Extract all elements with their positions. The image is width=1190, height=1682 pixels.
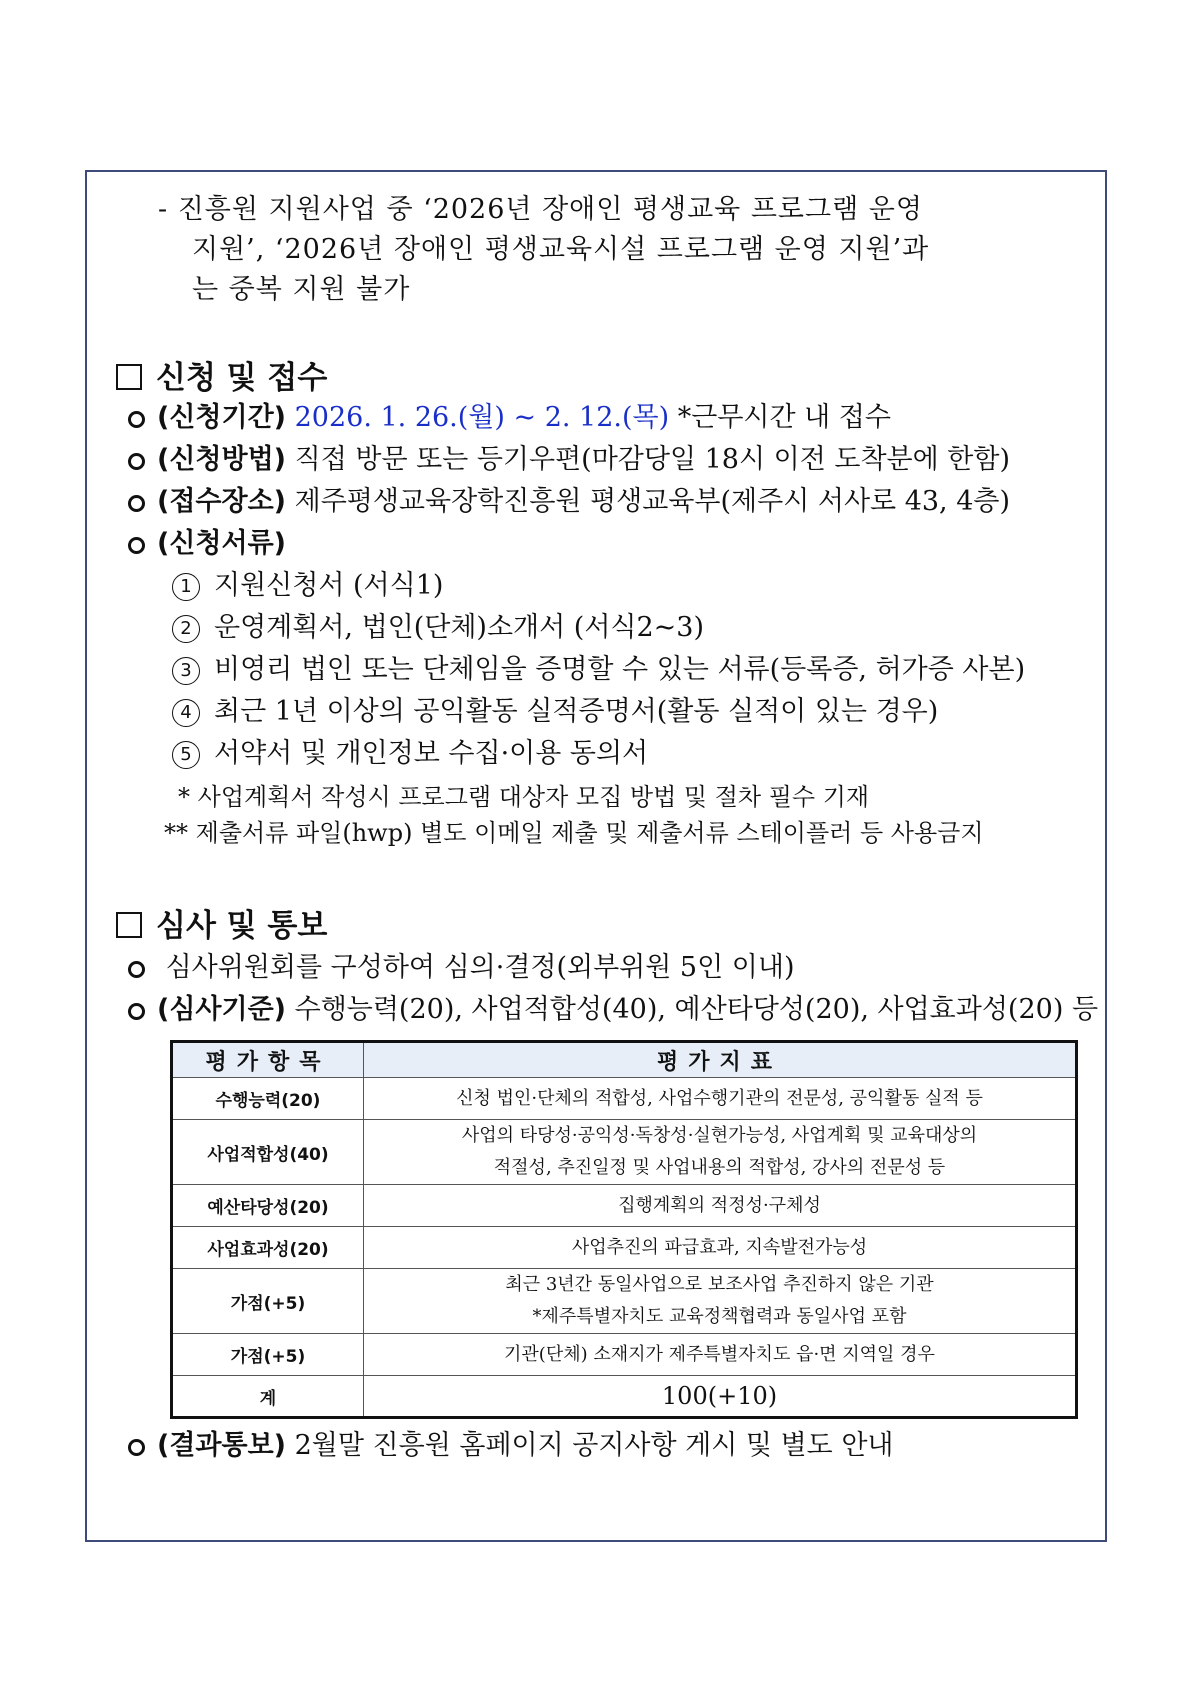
evaluation-table: [170, 1040, 1078, 1419]
result-label: (결과통보): [157, 1430, 287, 1461]
bullet-period: [128, 398, 891, 438]
criteria-value: 수행능력(20), 사업적합성(40), 예산타당성(20), 사업효과성(20) 등: [294, 994, 1099, 1025]
document-item-text: 지원신청서 (서식1): [214, 570, 444, 601]
square-bullet-icon: [116, 912, 142, 938]
place-value: 제주평생교육장학진흥원 평생교육부(제주시 서사로 43, 4층): [294, 486, 1011, 517]
circled-number-3: 3: [172, 657, 200, 685]
row-index: [364, 1269, 1077, 1334]
document-item: [172, 734, 648, 774]
row-index-line: 사업추진의 파급효과, 지속발전가능성: [571, 1236, 868, 1258]
row-index: [364, 1376, 1077, 1418]
document-item-text: 최근 1년 이상의 공익활동 실적증명서(활동 실적이 있는 경우): [214, 696, 939, 727]
row-item: 계: [172, 1376, 364, 1418]
row-index-line: 사업의 타당성·공익성·독창성·실현가능성, 사업계획 및 교육대상의: [461, 1125, 978, 1146]
bullet-method: [128, 440, 1010, 480]
document-item-text: 비영리 법인 또는 단체임을 증명할 수 있는 서류(등록증, 허가증 사본): [214, 654, 1026, 685]
row-index: [364, 1185, 1077, 1227]
period-date: 2026. 1. 26.(월) ~ 2. 12.(목): [294, 402, 670, 433]
documents-label: (신청서류): [157, 528, 287, 559]
row-index-line: 신청 법인·단체의 적합성, 사업수행기관의 전문성, 공익활동 실적 등: [456, 1087, 983, 1109]
row-item: 사업적합성(40): [172, 1120, 364, 1185]
circled-number-5: 5: [172, 741, 200, 769]
circle-bullet-icon: [128, 453, 145, 470]
square-bullet-icon: [116, 364, 142, 390]
method-label: (신청방법): [157, 444, 287, 475]
circle-bullet-icon: [128, 961, 145, 978]
document-item: [172, 608, 704, 648]
header-evaluation-index: 평가지표: [364, 1042, 1077, 1078]
table-row-total: [172, 1376, 1077, 1418]
row-index: [364, 1120, 1077, 1185]
period-label: (신청기간): [157, 402, 287, 433]
committee-text: 심사위원회를 구성하여 심의·결정(외부위원 5인 이내): [165, 952, 795, 983]
row-index: [364, 1227, 1077, 1269]
section-application-heading: [116, 352, 327, 397]
criteria-label: (심사기준): [157, 994, 287, 1025]
place-label: (접수장소): [157, 486, 287, 517]
document-item-text: 운영계획서, 법인(단체)소개서 (서식2~3): [214, 612, 705, 643]
bullet-result: [128, 1426, 894, 1466]
table-row: [172, 1269, 1077, 1334]
table-row: [172, 1120, 1077, 1185]
document-item-text: 서약서 및 개인정보 수집·이용 동의서: [214, 738, 649, 769]
row-item: 사업효과성(20): [172, 1227, 364, 1269]
circled-number-4: 4: [172, 699, 200, 727]
document-item: [172, 566, 443, 606]
row-item: 가점(+5): [172, 1334, 364, 1376]
section-title: 신청 및 접수: [156, 360, 328, 396]
header-evaluation-item: 평가항목: [172, 1042, 364, 1078]
circle-bullet-icon: [128, 495, 145, 512]
table-row: [172, 1227, 1077, 1269]
documents-note-2: ** 제출서류 파일(hwp) 별도 이메일 제출 및 제출서류 스테이플러 등 사용금지: [164, 819, 984, 847]
table-row: [172, 1078, 1077, 1120]
intro-line-2: 지원’, ‘2026년 장애인 평생교육시설 프로그램 운영 지원’과: [192, 234, 930, 265]
intro-line-3: 는 중복 지원 불가: [192, 274, 411, 305]
row-item: 예산타당성(20): [172, 1185, 364, 1227]
row-index-line: 집행계획의 적정성·구체성: [618, 1194, 821, 1216]
circle-bullet-icon: [128, 537, 145, 554]
period-note: *근무시간 내 접수: [677, 402, 891, 433]
row-index: [364, 1334, 1077, 1376]
bullet-criteria: [128, 990, 1098, 1030]
row-item: 수행능력(20): [172, 1078, 364, 1120]
row-index-line: 100(+10): [661, 1382, 778, 1410]
documents-note-1: * 사업계획서 작성시 프로그램 대상자 모집 방법 및 절차 필수 기재: [178, 783, 870, 811]
intro-line-1: 진흥원 지원사업 중 ‘2026년 장애인 평생교육 프로그램 운영: [177, 194, 923, 225]
row-index-line: 기관(단체) 소재지가 제주특별자치도 읍·면 지역일 경우: [504, 1343, 935, 1365]
section-title: 심사 및 통보: [156, 908, 328, 944]
row-index-line: *제주특별자치도 교육정책협력과 동일사업 포함: [532, 1306, 907, 1327]
bullet-committee: [128, 948, 794, 988]
document-item: [172, 692, 938, 732]
table-row: [172, 1334, 1077, 1376]
document-item: [172, 650, 1025, 690]
row-item: 가점(+5): [172, 1269, 364, 1334]
row-index: [364, 1078, 1077, 1120]
intro-note: [158, 190, 929, 310]
bullet-place: [128, 482, 1010, 522]
section-review-heading: [116, 900, 327, 945]
circled-number-1: 1: [172, 573, 200, 601]
dash-marker: -: [158, 194, 169, 225]
table-row: [172, 1185, 1077, 1227]
circle-bullet-icon: [128, 1003, 145, 1020]
row-index-line: 최근 3년간 동일사업으로 보조사업 추진하지 않은 기관: [505, 1274, 934, 1295]
circled-number-2: 2: [172, 615, 200, 643]
circle-bullet-icon: [128, 1439, 145, 1456]
circle-bullet-icon: [128, 411, 145, 428]
bullet-documents: [128, 524, 286, 564]
method-value: 직접 방문 또는 등기우편(마감당일 18시 이전 도착분에 한함): [294, 444, 1010, 475]
result-value: 2월말 진흥원 홈페이지 공지사항 게시 및 별도 안내: [294, 1430, 894, 1461]
row-index-line: 적절성, 추진일정 및 사업내용의 적합성, 강사의 전문성 등: [493, 1157, 946, 1178]
